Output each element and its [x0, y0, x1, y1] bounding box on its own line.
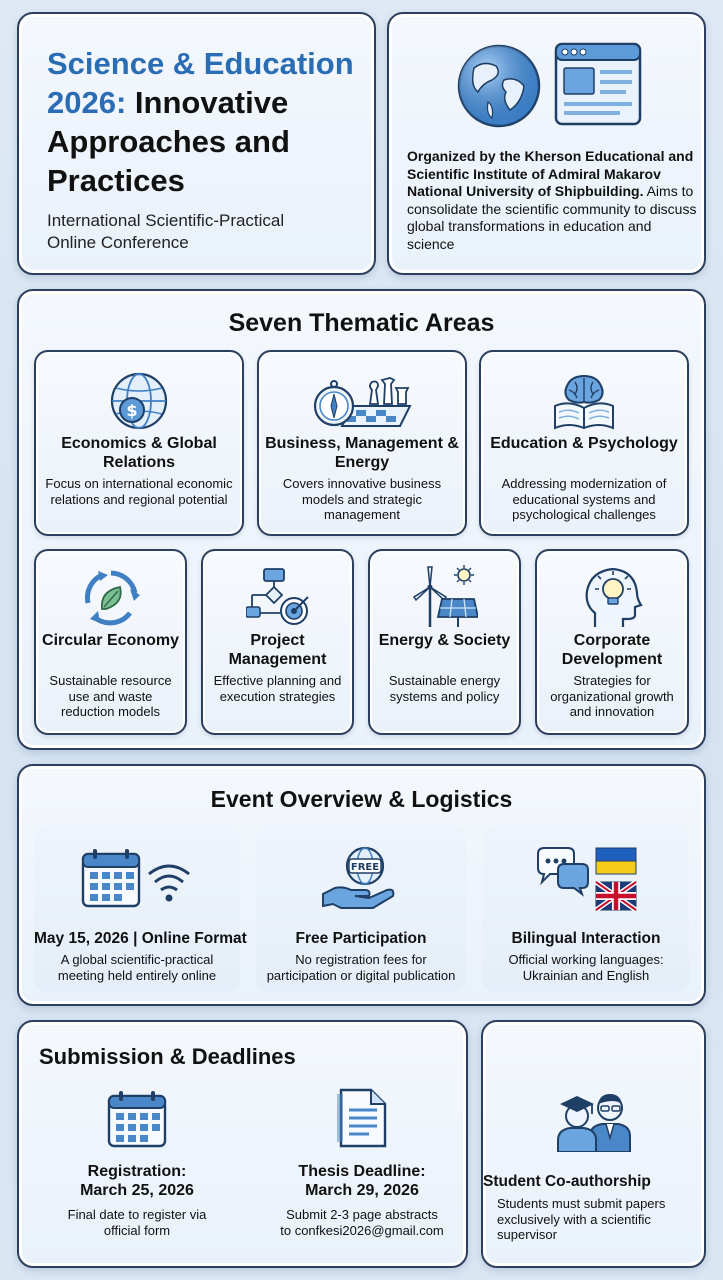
student-title: Student Co-authorship: [483, 1173, 651, 1190]
overview-description: Official working languages: Ukrainian and English: [508, 952, 664, 983]
wind-solar-icon: [370, 565, 519, 629]
area-title: Energy & Society: [378, 632, 511, 649]
area-card-project[interactable]: [201, 549, 354, 735]
conference-subtitle: [47, 210, 284, 254]
area-title: Circular Economy: [42, 632, 179, 649]
area-title: Project Management: [228, 632, 327, 668]
organizer-name: Organized by the Kherson Educational and Scientific Institute of Admiral Makarov National University of Shipbuilding.: [407, 148, 694, 199]
subtitle-line-1: International Scientific-Practical: [47, 211, 285, 230]
student-coauthorship-panel: [481, 1020, 706, 1268]
flowchart-target-icon: [203, 567, 352, 627]
area-card-energy[interactable]: [368, 549, 521, 735]
area-title: Economics & Global Relations: [61, 435, 217, 471]
globe-dollar-icon: [36, 370, 242, 432]
title-line-3: Approaches and: [47, 124, 290, 159]
thematic-areas-title: Seven Thematic Areas: [228, 309, 495, 337]
overview-bilingual: [483, 826, 689, 992]
area-description: Covers innovative business models and strategic management: [282, 476, 442, 522]
title-year: 2026:: [47, 85, 127, 120]
overview-free-participation: [256, 826, 466, 992]
area-description: Focus on international economic relations and regional potential: [45, 476, 233, 507]
area-title: Corporate Development: [561, 632, 663, 668]
overview-description: No registration fees for participation or digital publication: [266, 952, 456, 983]
title-panel: [17, 12, 376, 275]
area-card-circular[interactable]: [34, 549, 187, 735]
organizer-panel: [387, 12, 706, 275]
title-line-1: Science & Education: [47, 46, 354, 81]
registration-date: March 25, 2026: [80, 1182, 194, 1199]
thesis-label: Thesis Deadline:: [298, 1163, 426, 1180]
event-overview-title: Event Overview & Logistics: [210, 786, 513, 812]
area-card-corporate[interactable]: [535, 549, 689, 735]
overview-title: Free Participation: [295, 930, 427, 947]
student-description: Students must submit papers exclusively with a scientific supervisor: [497, 1196, 666, 1242]
brain-book-icon: [481, 370, 687, 432]
conference-title: [47, 44, 354, 200]
overview-date-format: [34, 826, 247, 992]
compass-chess-icon: [259, 368, 465, 432]
document-icon: [252, 1086, 472, 1150]
thesis-date: March 29, 2026: [305, 1182, 419, 1199]
free-badge-text: FREE: [350, 862, 380, 873]
area-card-economics[interactable]: [34, 350, 244, 536]
svg-text:$: $: [126, 401, 138, 420]
thesis-description: Submit 2-3 page abstracts to confkesi2026@gmail.com: [280, 1207, 444, 1238]
overview-description: A global scientific-practical meeting held entirely online: [57, 952, 217, 983]
submission-title: Submission & Deadlines: [39, 1044, 296, 1069]
area-description: Effective planning and execution strategies: [213, 673, 342, 704]
title-line-2: Innovative: [126, 85, 289, 120]
calendar-icon: [27, 1090, 247, 1148]
registration-label: Registration:: [87, 1163, 187, 1180]
organizer-description: [407, 148, 697, 253]
submission-panel: [17, 1020, 468, 1268]
area-title: Education & Psychology: [490, 435, 678, 452]
organizer-aims: Aims to consolidate the scientific community to discuss global transformations in education and science: [407, 183, 697, 252]
student-supervisor-icon: [483, 1086, 704, 1152]
area-card-business[interactable]: [257, 350, 467, 536]
calendar-wifi-icon: [34, 848, 240, 910]
recycle-leaf-icon: [36, 567, 185, 629]
chat-flags-icon: [483, 846, 689, 912]
registration-description: Final date to register via official form: [67, 1207, 207, 1238]
globe-browser-icon: [389, 40, 704, 132]
subtitle-line-2: Online Conference: [47, 233, 189, 252]
title-line-4: Practices: [47, 163, 185, 198]
area-description: Sustainable energy systems and policy: [388, 673, 501, 704]
area-description: Addressing modernization of educational systems and psychological challenges: [501, 476, 667, 522]
overview-title: Bilingual Interaction: [511, 930, 661, 947]
overview-title: May 15, 2026 | Online Format: [34, 930, 247, 947]
head-lightbulb-icon: [537, 565, 687, 629]
area-description: Strategies for organizational growth and innovation: [550, 673, 674, 719]
free-hand-icon: [256, 846, 466, 910]
area-title: Business, Management & Energy: [265, 435, 459, 471]
area-description: Sustainable resource use and waste reduction models: [49, 673, 172, 719]
area-card-education[interactable]: [479, 350, 689, 536]
